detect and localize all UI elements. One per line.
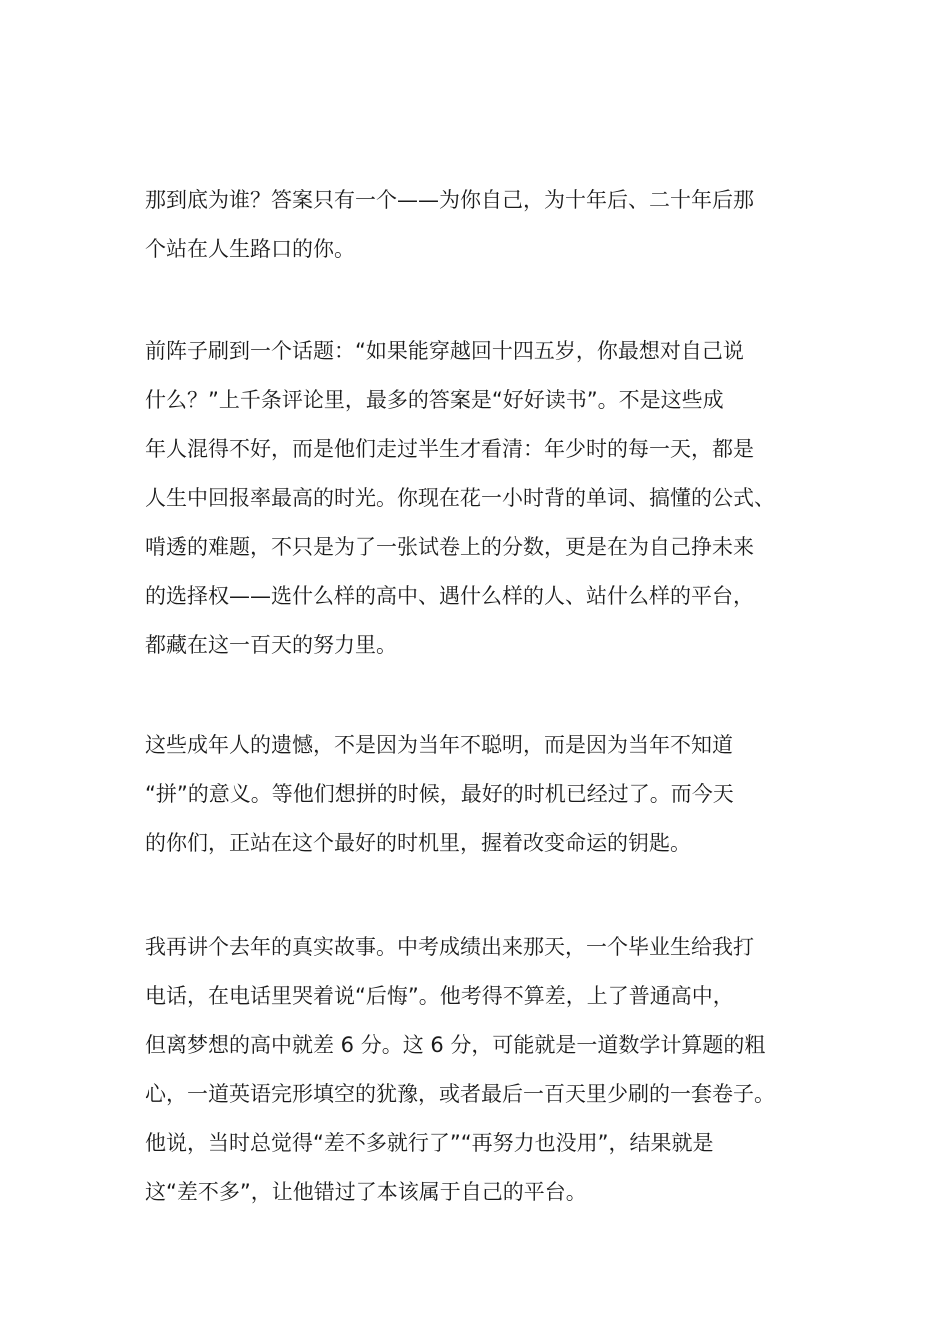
text-line: 这些成年人的遗憾，不是因为当年不聪明，而是因为当年不知道 — [145, 733, 733, 757]
text-line: 的选择权——选什么样的高中、遇什么样的人、站什么样的平台， — [145, 584, 754, 608]
text-line: 啃透的难题，不只是为了一张试卷上的分数，更是在为自己挣未来 — [145, 535, 754, 559]
text-line: 什么？”上千条评论里，最多的答案是“好好读书”。不是这些成 — [145, 388, 724, 412]
text-line: 那到底为谁？答案只有一个——为你自己，为十年后、二十年后那 — [145, 188, 754, 212]
text-line: 年人混得不好，而是他们走过半生才看清：年少时的每一天，都是 — [145, 437, 754, 461]
text-line: 前阵子刷到一个话题：“如果能穿越回十四五岁，你最想对自己说 — [145, 339, 744, 363]
text-line: “拼”的意义。等他们想拼的时候，最好的时机已经过了。而今天 — [145, 782, 734, 806]
text-line: 个站在人生路口的你。 — [145, 237, 355, 261]
text-line: 他说，当时总觉得“差不多就行了”“再努力也没用”，结果就是 — [145, 1131, 714, 1155]
text-line: 这“差不多”，让他错过了本该属于自己的平台。 — [145, 1180, 587, 1204]
paragraph-2 — [145, 327, 835, 670]
text-line: 我再讲个去年的真实故事。中考成绩出来那天，一个毕业生给我打 — [145, 935, 754, 959]
text-line: 电话，在电话里哭着说“后悔”。他考得不算差，上了普通高中， — [145, 984, 734, 1008]
text-line: 但离梦想的高中就差 6 分。这 6 分，可能就是一道数学计算题的粗 — [145, 1033, 766, 1057]
text-line: 人生中回报率最高的时光。你现在花一小时背的单词、搞懂的公式、 — [145, 486, 775, 510]
paragraph-3 — [145, 721, 835, 868]
paragraph-1 — [145, 176, 835, 274]
paragraph-4 — [145, 923, 835, 1217]
text-line: 都藏在这一百天的努力里。 — [145, 633, 397, 657]
text-line: 心，一道英语完形填空的犹豫，或者最后一百天里少刷的一套卷子。 — [145, 1082, 775, 1106]
text-line: 的你们，正站在这个最好的时机里，握着改变命运的钥匙。 — [145, 831, 691, 855]
